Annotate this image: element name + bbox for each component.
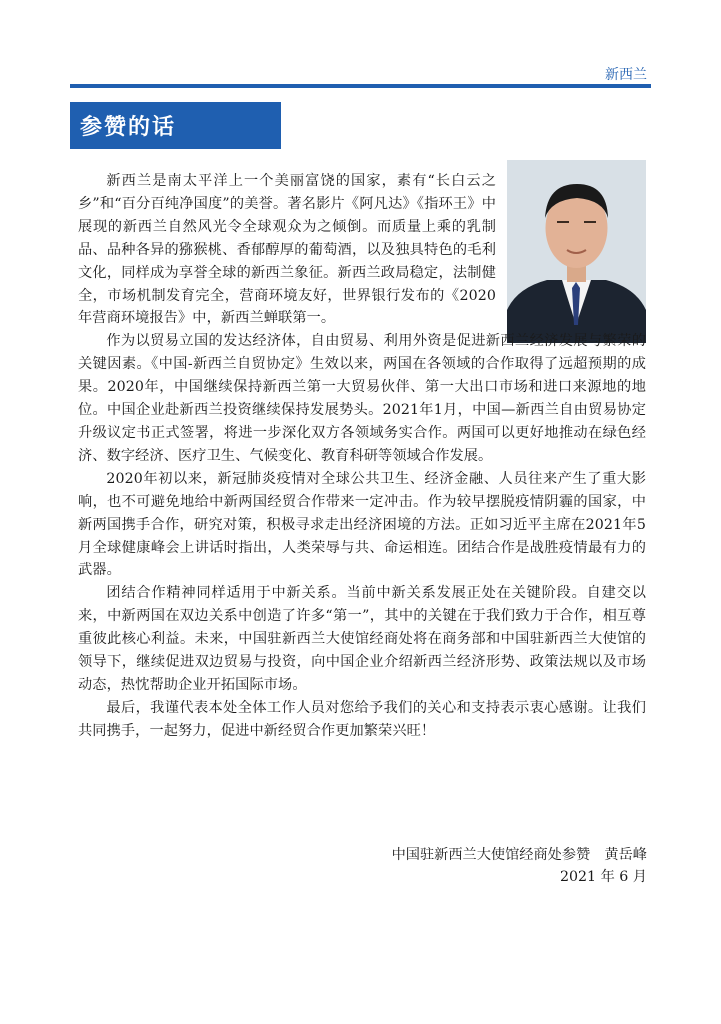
signature-date: 2021 年 6 月 [559,869,647,885]
signature-name: 中国驻新西兰大使馆经商处参赞 黄岳峰 [391,847,647,863]
header-country-label: 新西兰 [605,67,647,83]
paragraph: 团结合作精神同样适用于中新关系。当前中新关系发展正处在关键阶段。自建交以来，中新两国在双边关系中创造了许多“第一”，其中的关键在于我们致力于合作，相互尊重彼此核心利益。未来，中国驻新西兰大使馆经商处将在商务部和中国驻新西兰大使馆的领导下，继续促进双边贸易与投资，向中国企业介绍新西兰经济形势、政策法规以及市场动态，热忱帮助企业开拓国际市场。 [78,585,646,693]
paragraph: 最后，我谨代表本处全体工作人员对您给予我们的关心和支持表示衷心感谢。让我们共同携手，一起努力，促进中新经贸合作更加繁荣兴旺！ [78,699,646,739]
letter-body [78,170,646,743]
signature-block [392,844,647,888]
paragraph: 2020年初以来，新冠肺炎疫情对全球公共卫生、经济金融、人员往来产生了重大影响，也不可避免地给中新两国经贸合作带来一定冲击。作为较早摆脱疫情阴霾的国家，中新两国携手合作，研究对策，积极寻求走出经济困境的方法。正如习近平主席在2021年5月全球健康峰会上讲话时指出，人类荣辱与共、命运相连。团结合作是战胜疫情最有力的武器。 [78,470,646,579]
paragraph: 新西兰是南太平洋上一个美丽富饶的国家，素有“长白云之乡”和“百分百纯净国度”的美誉。著名影片《阿凡达》《指环王》中展现的新西兰自然风光令全球观众为之倾倒。而质量上乘的乳制品、品种各异的猕猴桃、香郁醇厚的葡萄酒，以及独具特色的毛利文化，同样成为享誉全球的新西兰象征。新西兰政局稳定，法制健全，市场机制发育完全，营商环境友好，世界银行发布的《2020年营商环境报告》中，新西兰蝉联第一。 [78,173,496,327]
header-rule [70,84,651,88]
section-title: 参赞的话 [70,102,281,149]
paragraph: 作为以贸易立国的发达经济体，自由贸易、利用外资是促进新西兰经济发展与繁荣的关键因素。《中国-新西兰自贸协定》生效以来，两国在各领域的合作取得了远超预期的成果。2020年，中国继续保持新西兰第一大贸易伙伴、第一大出口市场和进口来源地的地位。中国企业赴新西兰投资继续保持发展势头。2021年1月，中国—新西兰自由贸易协定升级议定书正式签署，将进一步深化双方各领域务实合作。两国可以更好地推动在绿色经济、数字经济、医疗卫生、气候变化、教育科研等领域合作发展。 [78,333,646,464]
